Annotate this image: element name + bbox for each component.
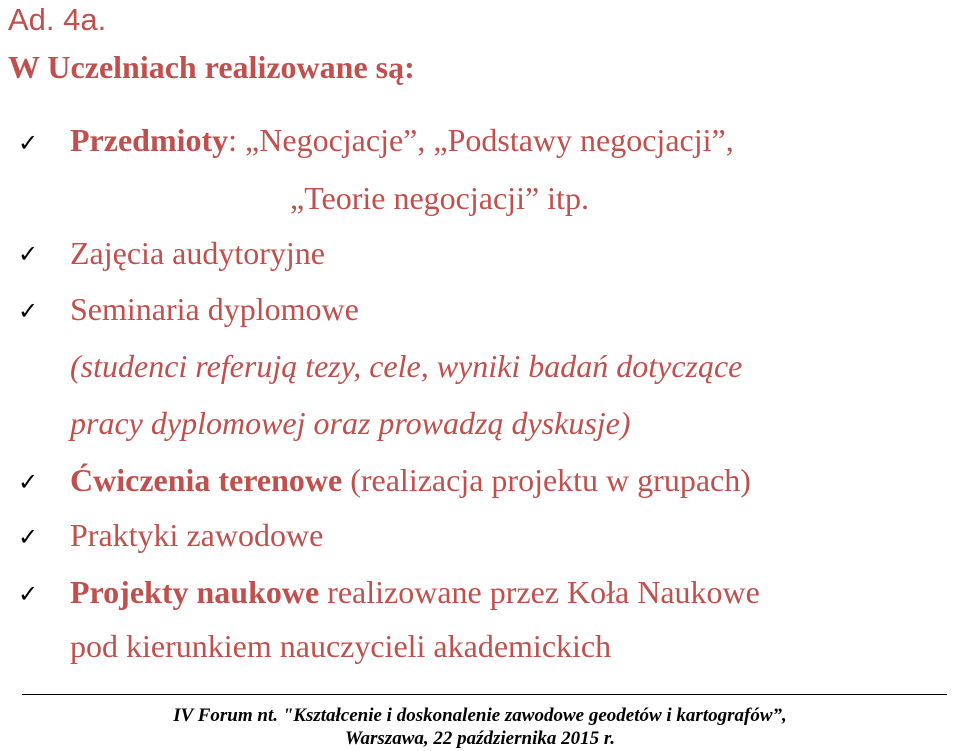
footer-line-2: Warszawa, 22 października 2015 r. (345, 728, 615, 749)
check-icon: ✓ (18, 240, 39, 268)
footer-separator (22, 680, 947, 695)
item-przedmioty-continuation: „Teorie negocjacji” itp. (290, 180, 589, 216)
footer-line-1: IV Forum nt. "Kształcenie i doskonalenie zawodowe geodetów i kartografów”, (173, 705, 787, 726)
item-cwiczenia-bold: Ćwiczenia terenowe (70, 462, 343, 498)
item-cwiczenia-text: (realizacja projektu w grupach) (342, 462, 751, 498)
item-przedmioty-text: : „Negocjacje”, „Podstawy negocjacji”, (228, 122, 734, 158)
check-icon: ✓ (18, 580, 39, 608)
item-seminaria-desc-2: pracy dyplomowej oraz prowadzą dyskusje) (70, 405, 631, 441)
item-projekty-text: realizowane przez Koła Naukowe (319, 574, 760, 610)
heading-label: Ad. 4a. (8, 2, 107, 37)
item-projekty-bold: Projekty naukowe (70, 574, 320, 610)
check-icon: ✓ (18, 297, 39, 325)
check-icon: ✓ (18, 523, 39, 551)
item-zajecia: Zajęcia audytoryjne (70, 235, 325, 271)
item-praktyki: Praktyki zawodowe (70, 517, 324, 553)
item-projekty (70, 574, 760, 611)
check-icon: ✓ (18, 468, 39, 496)
item-cwiczenia (70, 462, 751, 499)
check-icon: ✓ (18, 129, 39, 157)
item-seminaria: Seminaria dyplomowe (70, 291, 359, 327)
item-seminaria-desc-1: (studenci referują tezy, cele, wyniki badań dotyczące (70, 348, 743, 384)
heading-title: W Uczelniach realizowane są: (8, 49, 415, 85)
item-przedmioty (70, 122, 734, 159)
item-przedmioty-bold: Przedmioty (70, 122, 229, 158)
item-projekty-continuation: pod kierunkiem nauczycieli akademickich (70, 628, 612, 664)
